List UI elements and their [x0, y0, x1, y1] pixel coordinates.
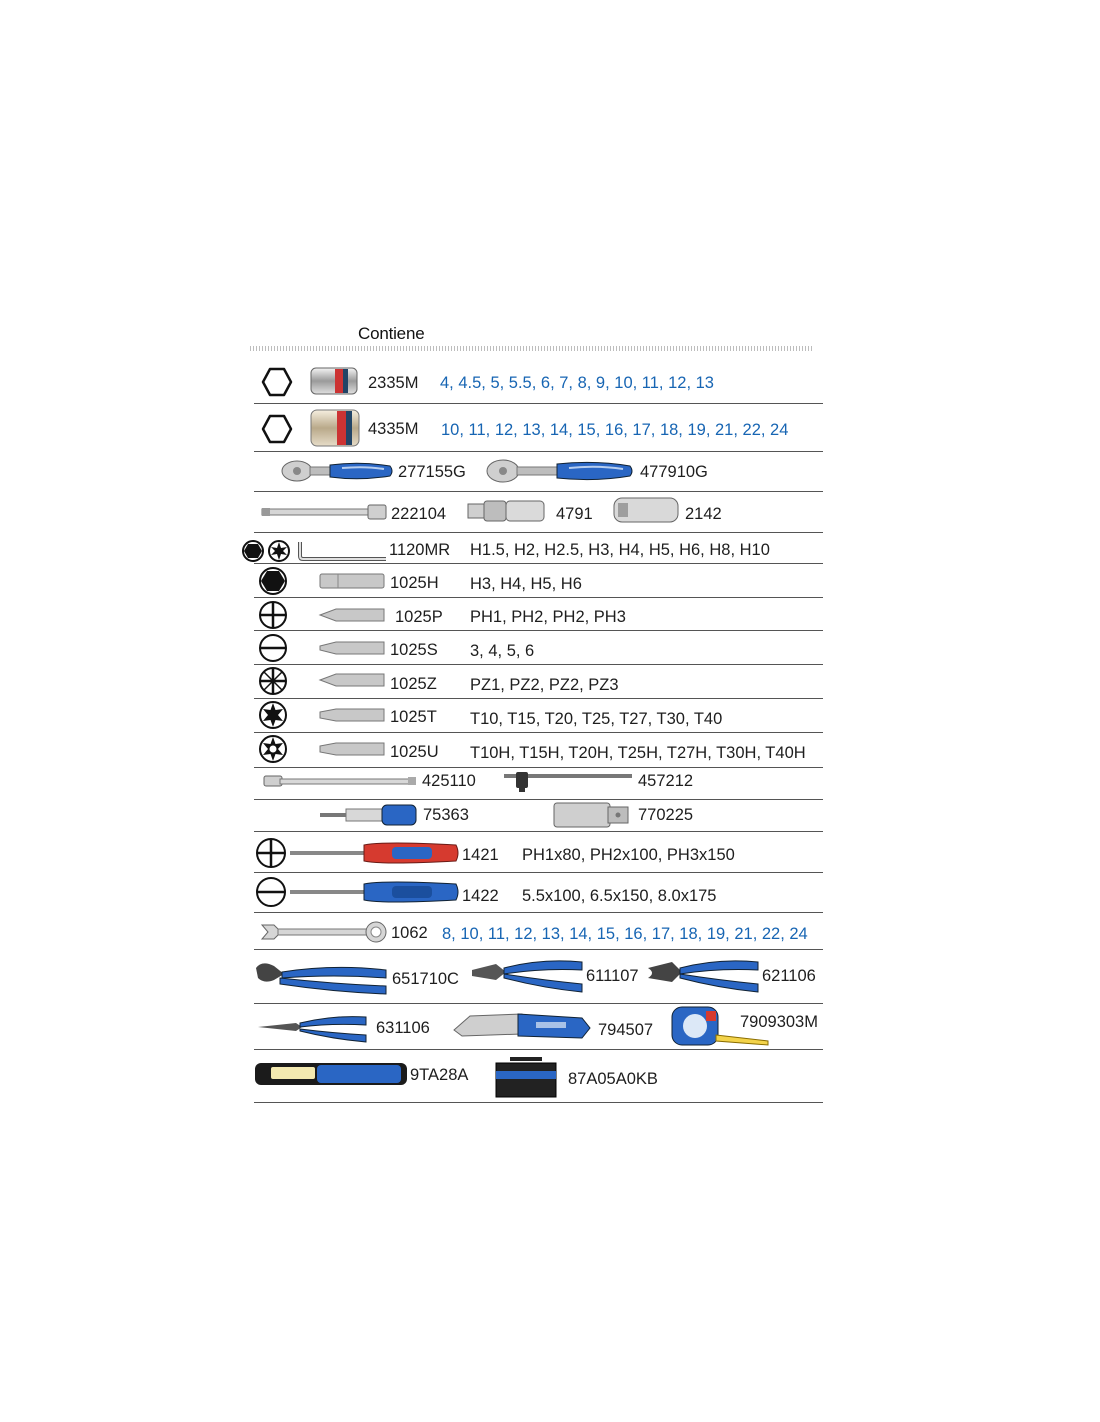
combination-wrench-tool-image [260, 919, 388, 945]
product-code: 1062 [391, 924, 428, 942]
slotted-icon [255, 876, 287, 908]
row-divider [254, 664, 823, 665]
row-divider [254, 491, 823, 492]
socket-adaptor-tool-image [552, 801, 632, 829]
extension-bar-tool-image [260, 502, 388, 522]
product-code: 7909303M [740, 1013, 818, 1031]
product-code: 621106 [762, 967, 816, 985]
row-divider [254, 403, 823, 404]
ratchet-tool-image [280, 457, 395, 485]
deep-socket-tool-image [309, 408, 361, 448]
product-code: 277155G [398, 463, 466, 481]
hex-socket-icon [261, 366, 293, 398]
size-list: 10, 11, 12, 13, 14, 15, 16, 17, 18, 19, 21, 22, 24 [441, 421, 789, 439]
short-socket-tool-image [309, 365, 359, 397]
product-code: 9TA28A [410, 1066, 469, 1084]
size-list: 8, 10, 11, 12, 13, 14, 15, 16, 17, 18, 19, 21, 22, 24 [442, 925, 808, 943]
product-code: 457212 [638, 772, 694, 790]
product-code: 1025P [395, 608, 443, 626]
size-list: PZ1, PZ2, PZ2, PZ3 [470, 676, 619, 694]
hex-key-tool-image [296, 539, 388, 561]
row-divider [254, 698, 823, 699]
product-code: 1120MR [389, 541, 451, 559]
product-code: 1025U [390, 743, 439, 761]
size-list: T10, T15, T20, T25, T27, T30, T40 [470, 710, 723, 728]
water-pump-pliers-tool-image [254, 958, 390, 998]
work-light-tool-image [253, 1061, 409, 1087]
pozidriv-bit-tool-image [318, 670, 386, 690]
slotted-screwdriver-tool-image [288, 878, 460, 906]
row-divider [254, 949, 823, 950]
extension-bar-tool-image [262, 773, 418, 789]
product-code: 75363 [423, 806, 469, 824]
row-divider [254, 1003, 823, 1004]
utility-knife-tool-image [452, 1008, 592, 1044]
size-list: H1.5, H2, H2.5, H3, H4, H5, H6, H8, H10 [470, 541, 770, 559]
product-code: 87A05A0KB [568, 1070, 658, 1088]
size-list: PH1x80, PH2x100, PH3x150 [522, 846, 735, 864]
phillips-bit-tool-image [318, 605, 386, 625]
product-code: 425110 [422, 772, 476, 790]
row-divider [254, 1102, 823, 1103]
product-code: 794507 [598, 1021, 654, 1039]
bit-holder-tool-image [318, 803, 418, 827]
torx-icon [258, 700, 288, 730]
product-code: 770225 [638, 806, 694, 824]
title-hatch-divider [250, 346, 812, 351]
product-code: 1421 [462, 846, 499, 864]
torx-icon [267, 539, 291, 563]
hex-bit-icon [258, 566, 288, 596]
long-nose-pliers-tool-image [256, 1011, 368, 1043]
product-code: 631106 [376, 1019, 430, 1037]
row-divider [254, 732, 823, 733]
phillips-screwdriver-tool-image [288, 839, 460, 867]
slotted-icon [258, 633, 288, 663]
hex-bit-tool-image [318, 571, 386, 591]
universal-joint-tool-image [466, 496, 548, 526]
diagonal-cutter-tool-image [646, 954, 760, 994]
tamper-torx-bit-tool-image [318, 739, 386, 759]
row-divider [254, 767, 823, 768]
size-list: 3, 4, 5, 6 [470, 642, 535, 660]
product-code: 2335M [368, 374, 419, 392]
tool-box-tool-image [494, 1053, 558, 1099]
product-code: 222104 [391, 505, 447, 523]
combination-pliers-tool-image [470, 954, 584, 994]
socket-tool-image [612, 495, 680, 525]
slotted-bit-tool-image [318, 638, 386, 658]
row-divider [254, 597, 823, 598]
size-list: H3, H4, H5, H6 [470, 575, 582, 593]
hex-socket-icon [261, 413, 293, 445]
row-divider [254, 912, 823, 913]
size-list: PH1, PH2, PH2, PH3 [470, 608, 626, 626]
tamper-torx-icon [258, 734, 288, 764]
row-divider [254, 872, 823, 873]
row-divider [254, 1049, 823, 1050]
product-code: 4791 [556, 505, 593, 523]
row-divider [254, 630, 823, 631]
product-code: 1025H [390, 574, 439, 592]
phillips-icon [255, 837, 287, 869]
product-code: 2142 [685, 505, 722, 523]
row-divider [254, 451, 823, 452]
ratchet-tool-image [485, 457, 635, 485]
product-code: 611107 [586, 967, 639, 985]
row-divider [254, 831, 823, 832]
size-list: 4, 4.5, 5, 5.5, 6, 7, 8, 9, 10, 11, 12, 13 [440, 374, 714, 392]
product-code: 4335M [368, 420, 419, 438]
phillips-icon [258, 600, 288, 630]
row-divider [254, 532, 823, 533]
hex-ball-icon [241, 539, 265, 563]
product-code: 1025Z [390, 675, 437, 693]
sliding-t-bar-tool-image [502, 771, 634, 793]
product-code: 1025T [390, 708, 437, 726]
section-title: Contiene [358, 324, 425, 343]
pozidriv-icon [258, 666, 288, 696]
row-divider [254, 799, 823, 800]
torx-bit-tool-image [318, 705, 386, 725]
row-divider [254, 563, 823, 564]
size-list: 5.5x100, 6.5x150, 8.0x175 [522, 887, 717, 905]
product-code: 477910G [640, 463, 708, 481]
product-code: 651710C [392, 970, 459, 988]
size-list: T10H, T15H, T20H, T25H, T27H, T30H, T40H [470, 744, 806, 762]
product-code: 1025S [390, 641, 438, 659]
product-code: 1422 [462, 887, 499, 905]
